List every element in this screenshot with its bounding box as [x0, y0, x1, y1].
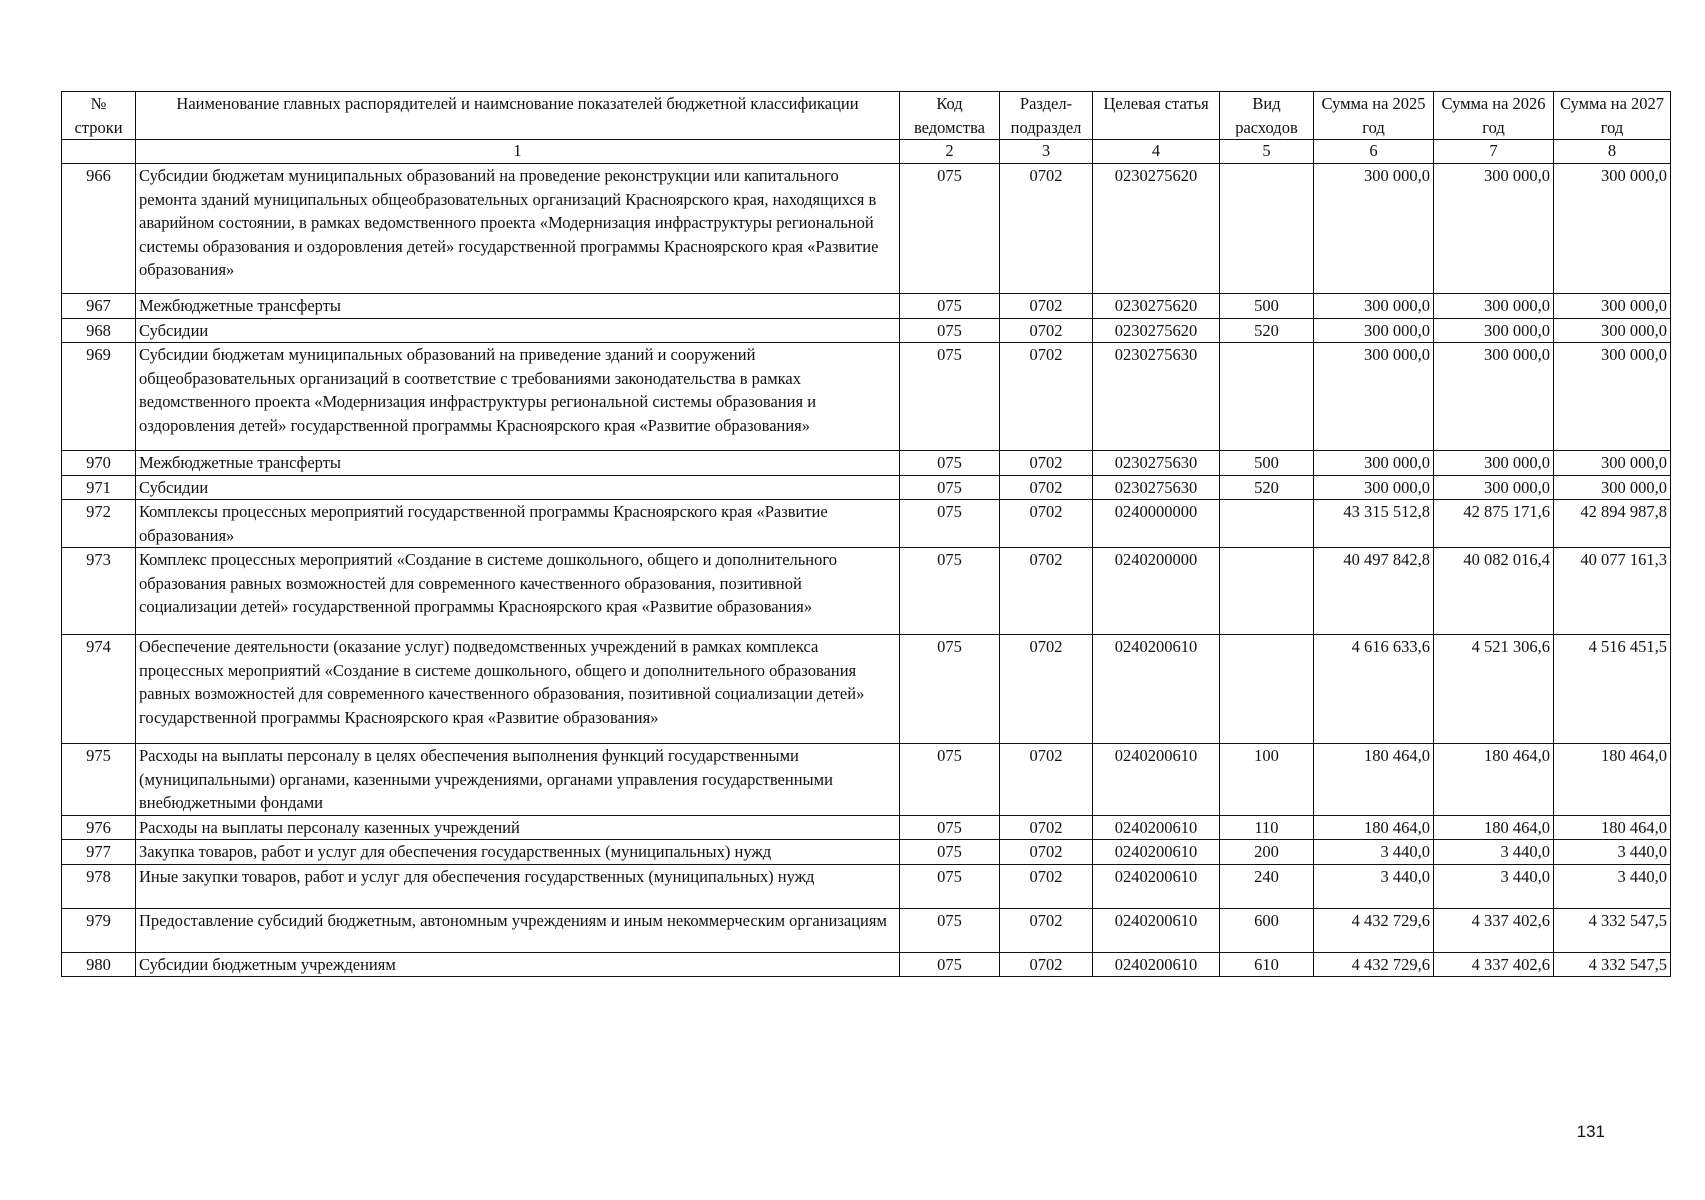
sum-2026: 4 337 402,6: [1434, 908, 1554, 952]
row-number: 969: [62, 343, 136, 451]
expense-type: 110: [1220, 815, 1314, 840]
table-row: [62, 840, 1671, 865]
sum-2025: 43 315 512,8: [1314, 500, 1434, 548]
sum-2027: 40 077 161,3: [1554, 548, 1671, 635]
header-row: [62, 92, 1671, 140]
table-row: [62, 475, 1671, 500]
header-expense-type: Вид расходов: [1220, 92, 1314, 140]
expense-type: 200: [1220, 840, 1314, 865]
table-row: [62, 952, 1671, 977]
expense-type: [1220, 635, 1314, 744]
sum-2027: 4 332 547,5: [1554, 952, 1671, 977]
header-sum-2026: Сумма на 2026 год: [1434, 92, 1554, 140]
row-name: Субсидии бюджетам муниципальных образований на проведение реконструкции или капитального ремонта зданий муниципальных общеобразовательных организаций Красноярского края, находящихся в аварийном состоянии, в рамках ведомственного проекта «Модернизация инфраструктуры региональной системы образования и оздоровления детей» государственной программы Красноярского края «Развитие образования»: [136, 164, 900, 294]
row-name: Расходы на выплаты персоналу в целях обеспечения выполнения функций государственными (муниципальными) органами, казенными учреждениями, органами управления государственными внебюджетными фондами: [136, 744, 900, 816]
department-code: 075: [900, 864, 1000, 908]
sum-2025: 300 000,0: [1314, 318, 1434, 343]
column-number: 7: [1434, 140, 1554, 164]
row-name: Комплекс процессных мероприятий «Создание в системе дошкольного, общего и дополнительного образования равных возможностей для современного качественного образования, позитивной социализации детей» государственной программы Красноярского края «Развитие образования»: [136, 548, 900, 635]
row-name: Субсидии бюджетным учреждениям: [136, 952, 900, 977]
expense-type: 500: [1220, 294, 1314, 319]
table-row: [62, 864, 1671, 908]
sum-2027: 300 000,0: [1554, 164, 1671, 294]
sum-2026: 4 521 306,6: [1434, 635, 1554, 744]
sum-2026: 3 440,0: [1434, 864, 1554, 908]
expense-type: 520: [1220, 318, 1314, 343]
sum-2026: 180 464,0: [1434, 815, 1554, 840]
header-row-number: № строки: [62, 92, 136, 140]
row-number: 975: [62, 744, 136, 816]
table-row: [62, 343, 1671, 451]
sum-2026: 300 000,0: [1434, 318, 1554, 343]
section-code: 0702: [1000, 840, 1093, 865]
sum-2027: 3 440,0: [1554, 840, 1671, 865]
sum-2026: 180 464,0: [1434, 744, 1554, 816]
sum-2025: 40 497 842,8: [1314, 548, 1434, 635]
expense-type: 100: [1220, 744, 1314, 816]
row-name: Предоставление субсидий бюджетным, автономным учреждениям и иным некоммерческим организациям: [136, 908, 900, 952]
sum-2026: 40 082 016,4: [1434, 548, 1554, 635]
section-code: 0702: [1000, 908, 1093, 952]
row-number: 967: [62, 294, 136, 319]
row-number: 972: [62, 500, 136, 548]
section-code: 0702: [1000, 294, 1093, 319]
target-article: 0240200610: [1093, 840, 1220, 865]
expense-type: 520: [1220, 475, 1314, 500]
section-code: 0702: [1000, 744, 1093, 816]
expense-type: [1220, 500, 1314, 548]
sum-2027: 42 894 987,8: [1554, 500, 1671, 548]
sum-2027: 180 464,0: [1554, 744, 1671, 816]
table-row: [62, 318, 1671, 343]
target-article: 0240200610: [1093, 864, 1220, 908]
column-number: 3: [1000, 140, 1093, 164]
row-name: Комплексы процессных мероприятий государственной программы Красноярского края «Развитие образования»: [136, 500, 900, 548]
expense-type: [1220, 343, 1314, 451]
sum-2025: 300 000,0: [1314, 475, 1434, 500]
table-row: [62, 500, 1671, 548]
sum-2026: 4 337 402,6: [1434, 952, 1554, 977]
column-number-row: [62, 140, 1671, 164]
row-number: 980: [62, 952, 136, 977]
department-code: 075: [900, 500, 1000, 548]
column-number: 5: [1220, 140, 1314, 164]
column-number: 8: [1554, 140, 1671, 164]
header-sum-2027: Сумма на 2027 год: [1554, 92, 1671, 140]
section-code: 0702: [1000, 318, 1093, 343]
section-code: 0702: [1000, 451, 1093, 476]
sum-2026: 42 875 171,6: [1434, 500, 1554, 548]
row-name: Расходы на выплаты персоналу казенных учреждений: [136, 815, 900, 840]
department-code: 075: [900, 548, 1000, 635]
section-code: 0702: [1000, 864, 1093, 908]
sum-2025: 300 000,0: [1314, 294, 1434, 319]
header-department-code: Код ведомства: [900, 92, 1000, 140]
section-code: 0702: [1000, 635, 1093, 744]
sum-2027: 4 516 451,5: [1554, 635, 1671, 744]
target-article: 0240200610: [1093, 952, 1220, 977]
row-number: 976: [62, 815, 136, 840]
row-name: Межбюджетные трансферты: [136, 451, 900, 476]
header-sum-2025: Сумма на 2025 год: [1314, 92, 1434, 140]
sum-2025: 4 616 633,6: [1314, 635, 1434, 744]
row-name: Обеспечение деятельности (оказание услуг) подведомственных учреждений в рамках комплекса процессных мероприятий «Создание в системе дошкольного, общего и дополнительного образования равных возможностей для современного качественного образования, позитивной социализации детей» государственной программы Красноярского края «Развитие образования»: [136, 635, 900, 744]
row-name: Межбюджетные трансферты: [136, 294, 900, 319]
department-code: 075: [900, 635, 1000, 744]
department-code: 075: [900, 908, 1000, 952]
sum-2025: 3 440,0: [1314, 840, 1434, 865]
department-code: 075: [900, 744, 1000, 816]
row-number: 977: [62, 840, 136, 865]
sum-2027: 180 464,0: [1554, 815, 1671, 840]
target-article: 0240200610: [1093, 908, 1220, 952]
column-number: 2: [900, 140, 1000, 164]
target-article: 0240200610: [1093, 635, 1220, 744]
row-number: 973: [62, 548, 136, 635]
expense-type: [1220, 164, 1314, 294]
sum-2025: 300 000,0: [1314, 343, 1434, 451]
table-row: [62, 908, 1671, 952]
table-row: [62, 635, 1671, 744]
sum-2025: 300 000,0: [1314, 164, 1434, 294]
target-article: 0240200610: [1093, 744, 1220, 816]
sum-2027: 300 000,0: [1554, 343, 1671, 451]
budget-table: [61, 91, 1671, 977]
table-row: [62, 548, 1671, 635]
table-row: [62, 164, 1671, 294]
header-section: Раздел-подраздел: [1000, 92, 1093, 140]
section-code: 0702: [1000, 475, 1093, 500]
row-name: Субсидии бюджетам муниципальных образований на приведение зданий и сооружений общеобразовательных организаций в соответствие с требованиями законодательства в рамках ведомственного проекта «Модернизация инфраструктуры региональной системы образования и оздоровления детей» государственной программы Красноярского края «Развитие образования»: [136, 343, 900, 451]
target-article: 0240200000: [1093, 548, 1220, 635]
sum-2027: 300 000,0: [1554, 294, 1671, 319]
row-name: Субсидии: [136, 475, 900, 500]
sum-2026: 300 000,0: [1434, 294, 1554, 319]
row-number: 970: [62, 451, 136, 476]
target-article: 0240200610: [1093, 815, 1220, 840]
table-row: [62, 744, 1671, 816]
table-row: [62, 451, 1671, 476]
target-article: 0240000000: [1093, 500, 1220, 548]
row-name: Закупка товаров, работ и услуг для обеспечения государственных (муниципальных) нужд: [136, 840, 900, 865]
expense-type: 500: [1220, 451, 1314, 476]
sum-2026: 300 000,0: [1434, 343, 1554, 451]
column-number: 4: [1093, 140, 1220, 164]
department-code: 075: [900, 451, 1000, 476]
department-code: 075: [900, 952, 1000, 977]
department-code: 075: [900, 475, 1000, 500]
row-number: 968: [62, 318, 136, 343]
department-code: 075: [900, 294, 1000, 319]
column-number: 6: [1314, 140, 1434, 164]
table-row: [62, 294, 1671, 319]
department-code: 075: [900, 343, 1000, 451]
section-code: 0702: [1000, 952, 1093, 977]
sum-2027: 4 332 547,5: [1554, 908, 1671, 952]
sum-2027: 300 000,0: [1554, 318, 1671, 343]
expense-type: 600: [1220, 908, 1314, 952]
table-body: [62, 164, 1671, 977]
sum-2025: 4 432 729,6: [1314, 908, 1434, 952]
department-code: 075: [900, 164, 1000, 294]
column-number: 1: [136, 140, 900, 164]
section-code: 0702: [1000, 343, 1093, 451]
page-number: 131: [1576, 1122, 1605, 1141]
column-number: [62, 140, 136, 164]
header-target-article: Целевая статья: [1093, 92, 1220, 140]
target-article: 0230275620: [1093, 318, 1220, 343]
sum-2026: 300 000,0: [1434, 475, 1554, 500]
sum-2026: 300 000,0: [1434, 451, 1554, 476]
section-code: 0702: [1000, 548, 1093, 635]
department-code: 075: [900, 840, 1000, 865]
target-article: 0230275620: [1093, 164, 1220, 294]
sum-2026: 300 000,0: [1434, 164, 1554, 294]
sum-2025: 4 432 729,6: [1314, 952, 1434, 977]
sum-2025: 180 464,0: [1314, 815, 1434, 840]
department-code: 075: [900, 318, 1000, 343]
sum-2026: 3 440,0: [1434, 840, 1554, 865]
header-name: Наименование главных распорядителей и наимснование показателей бюджетной классификации: [136, 92, 900, 140]
section-code: 0702: [1000, 164, 1093, 294]
expense-type: [1220, 548, 1314, 635]
sum-2025: 180 464,0: [1314, 744, 1434, 816]
target-article: 0230275630: [1093, 343, 1220, 451]
sum-2027: 3 440,0: [1554, 864, 1671, 908]
row-number: 974: [62, 635, 136, 744]
sum-2027: 300 000,0: [1554, 475, 1671, 500]
section-code: 0702: [1000, 815, 1093, 840]
row-name: Субсидии: [136, 318, 900, 343]
sum-2027: 300 000,0: [1554, 451, 1671, 476]
expense-type: 610: [1220, 952, 1314, 977]
expense-type: 240: [1220, 864, 1314, 908]
department-code: 075: [900, 815, 1000, 840]
row-number: 966: [62, 164, 136, 294]
target-article: 0230275630: [1093, 451, 1220, 476]
row-number: 971: [62, 475, 136, 500]
sum-2025: 3 440,0: [1314, 864, 1434, 908]
sum-2025: 300 000,0: [1314, 451, 1434, 476]
row-number: 978: [62, 864, 136, 908]
row-number: 979: [62, 908, 136, 952]
row-name: Иные закупки товаров, работ и услуг для обеспечения государственных (муниципальных) нужд: [136, 864, 900, 908]
target-article: 0230275620: [1093, 294, 1220, 319]
table-row: [62, 815, 1671, 840]
section-code: 0702: [1000, 500, 1093, 548]
target-article: 0230275630: [1093, 475, 1220, 500]
